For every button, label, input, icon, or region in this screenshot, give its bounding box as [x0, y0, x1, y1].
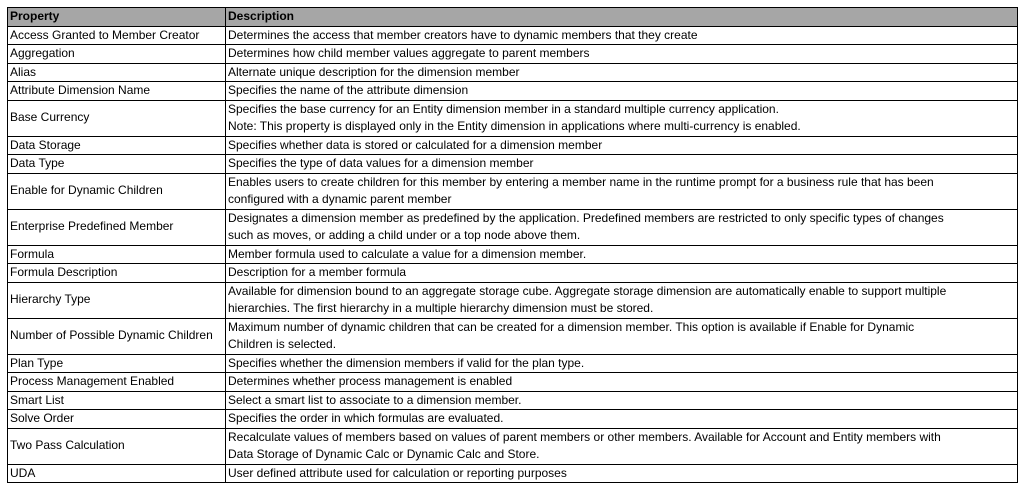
- description-cell: [226, 282, 1018, 318]
- property-cell: Plan Type: [8, 354, 226, 373]
- table-row: [8, 318, 1018, 354]
- description-line: Children is selected.: [228, 337, 337, 351]
- description-line: Specifies whether the dimension members if valid for the plan type.: [228, 355, 585, 370]
- property-cell: Base Currency: [8, 100, 226, 136]
- table-row: [8, 155, 1018, 174]
- description-line: Member formula used to calculate a value for a dimension member.: [228, 246, 587, 261]
- description-line: User defined attribute used for calculation or reporting purposes: [228, 465, 567, 480]
- description-line: such as moves, or adding a child under or a top node above them.: [228, 228, 581, 242]
- description-line: Determines whether process management is enabled: [228, 374, 513, 388]
- table-row: [8, 428, 1018, 464]
- description-cell: [226, 100, 1018, 136]
- description-line: Select a smart list to associate to a dimension member.: [228, 392, 522, 407]
- property-cell: Aggregation: [8, 45, 226, 64]
- description-cell: [226, 209, 1018, 245]
- property-cell: Smart List: [8, 391, 226, 410]
- property-cell: Data Type: [8, 155, 226, 174]
- table-body: [8, 26, 1018, 483]
- table-row: [8, 100, 1018, 136]
- property-cell: Access Granted to Member Creator: [8, 26, 226, 45]
- description-line: Enables users to create children for this member by entering a member name in the runtime prompt for a business rule that has been: [228, 174, 934, 189]
- description-line: configured with a dynamic parent member: [228, 192, 452, 206]
- property-table-container: [7, 7, 1017, 483]
- property-cell: Attribute Dimension Name: [8, 82, 226, 101]
- table-row: [8, 373, 1018, 392]
- description-cell: [226, 26, 1018, 45]
- table-row: [8, 209, 1018, 245]
- description-line: Designates a dimension member as predefined by the application. Predefined members are restricted to only specific types of changes: [228, 210, 944, 225]
- description-cell: [226, 173, 1018, 209]
- description-cell: [226, 318, 1018, 354]
- table-row: [8, 264, 1018, 283]
- property-cell: Hierarchy Type: [8, 282, 226, 318]
- description-cell: [226, 63, 1018, 82]
- description-line: Alternate unique description for the dimension member: [228, 64, 520, 79]
- table-row: [8, 354, 1018, 373]
- property-cell: Formula Description: [8, 264, 226, 283]
- description-cell: [226, 264, 1018, 283]
- description-cell: [226, 245, 1018, 264]
- property-cell: Data Storage: [8, 136, 226, 155]
- table-row: [8, 63, 1018, 82]
- table-row: [8, 391, 1018, 410]
- description-cell: [226, 391, 1018, 410]
- description-cell: [226, 428, 1018, 464]
- description-cell: [226, 354, 1018, 373]
- table-row: [8, 136, 1018, 155]
- description-line: Determines the access that member creators have to dynamic members that they create: [228, 27, 698, 42]
- description-cell: [226, 45, 1018, 64]
- property-description-table: [7, 7, 1018, 483]
- property-cell: Number of Possible Dynamic Children: [8, 318, 226, 354]
- table-row: [8, 173, 1018, 209]
- description-line: Recalculate values of members based on values of parent members or other members. Available for Account and Entity members with: [228, 429, 941, 444]
- property-cell: Two Pass Calculation: [8, 428, 226, 464]
- description-line: Specifies whether data is stored or calculated for a dimension member: [228, 137, 603, 152]
- description-line: Determines how child member values aggregate to parent members: [228, 46, 590, 60]
- description-cell: [226, 136, 1018, 155]
- description-line: Specifies the name of the attribute dimension: [228, 83, 469, 97]
- description-line: Available for dimension bound to an aggregate storage cube. Aggregate storage dimension are automatically enable to support multiple: [228, 283, 947, 298]
- description-cell: [226, 82, 1018, 101]
- description-cell: [226, 464, 1018, 483]
- description-line: hierarchies. The first hierarchy in a multiple hierarchy dimension must be stored.: [228, 301, 654, 315]
- table-row: [8, 45, 1018, 64]
- table-row: [8, 464, 1018, 483]
- property-cell: Formula: [8, 245, 226, 264]
- description-line: Data Storage of Dynamic Calc or Dynamic Calc and Store.: [228, 447, 540, 461]
- table-row: [8, 82, 1018, 101]
- property-cell: Enterprise Predefined Member: [8, 209, 226, 245]
- description-line: Note: This property is displayed only in the Entity dimension in applications where multi-currency is enabled.: [228, 119, 801, 133]
- description-line: Specifies the base currency for an Entity dimension member in a standard multiple currency application.: [228, 101, 779, 116]
- header-description: Description: [226, 8, 1018, 27]
- header-property: Property: [8, 8, 226, 27]
- property-cell: Alias: [8, 63, 226, 82]
- description-line: Maximum number of dynamic children that can be created for a dimension member. This option is available if Enable for Dynamic: [228, 319, 915, 334]
- table-row: [8, 282, 1018, 318]
- description-cell: [226, 410, 1018, 429]
- table-header-row: [8, 8, 1018, 27]
- table-row: [8, 245, 1018, 264]
- table-row: [8, 26, 1018, 45]
- property-cell: Process Management Enabled: [8, 373, 226, 392]
- property-cell: UDA: [8, 464, 226, 483]
- description-cell: [226, 373, 1018, 392]
- description-line: Description for a member formula: [228, 265, 407, 279]
- property-cell: Solve Order: [8, 410, 226, 429]
- description-line: Specifies the order in which formulas are evaluated.: [228, 411, 504, 425]
- description-line: Specifies the type of data values for a dimension member: [228, 156, 534, 170]
- property-cell: Enable for Dynamic Children: [8, 173, 226, 209]
- table-row: [8, 410, 1018, 429]
- description-cell: [226, 155, 1018, 174]
